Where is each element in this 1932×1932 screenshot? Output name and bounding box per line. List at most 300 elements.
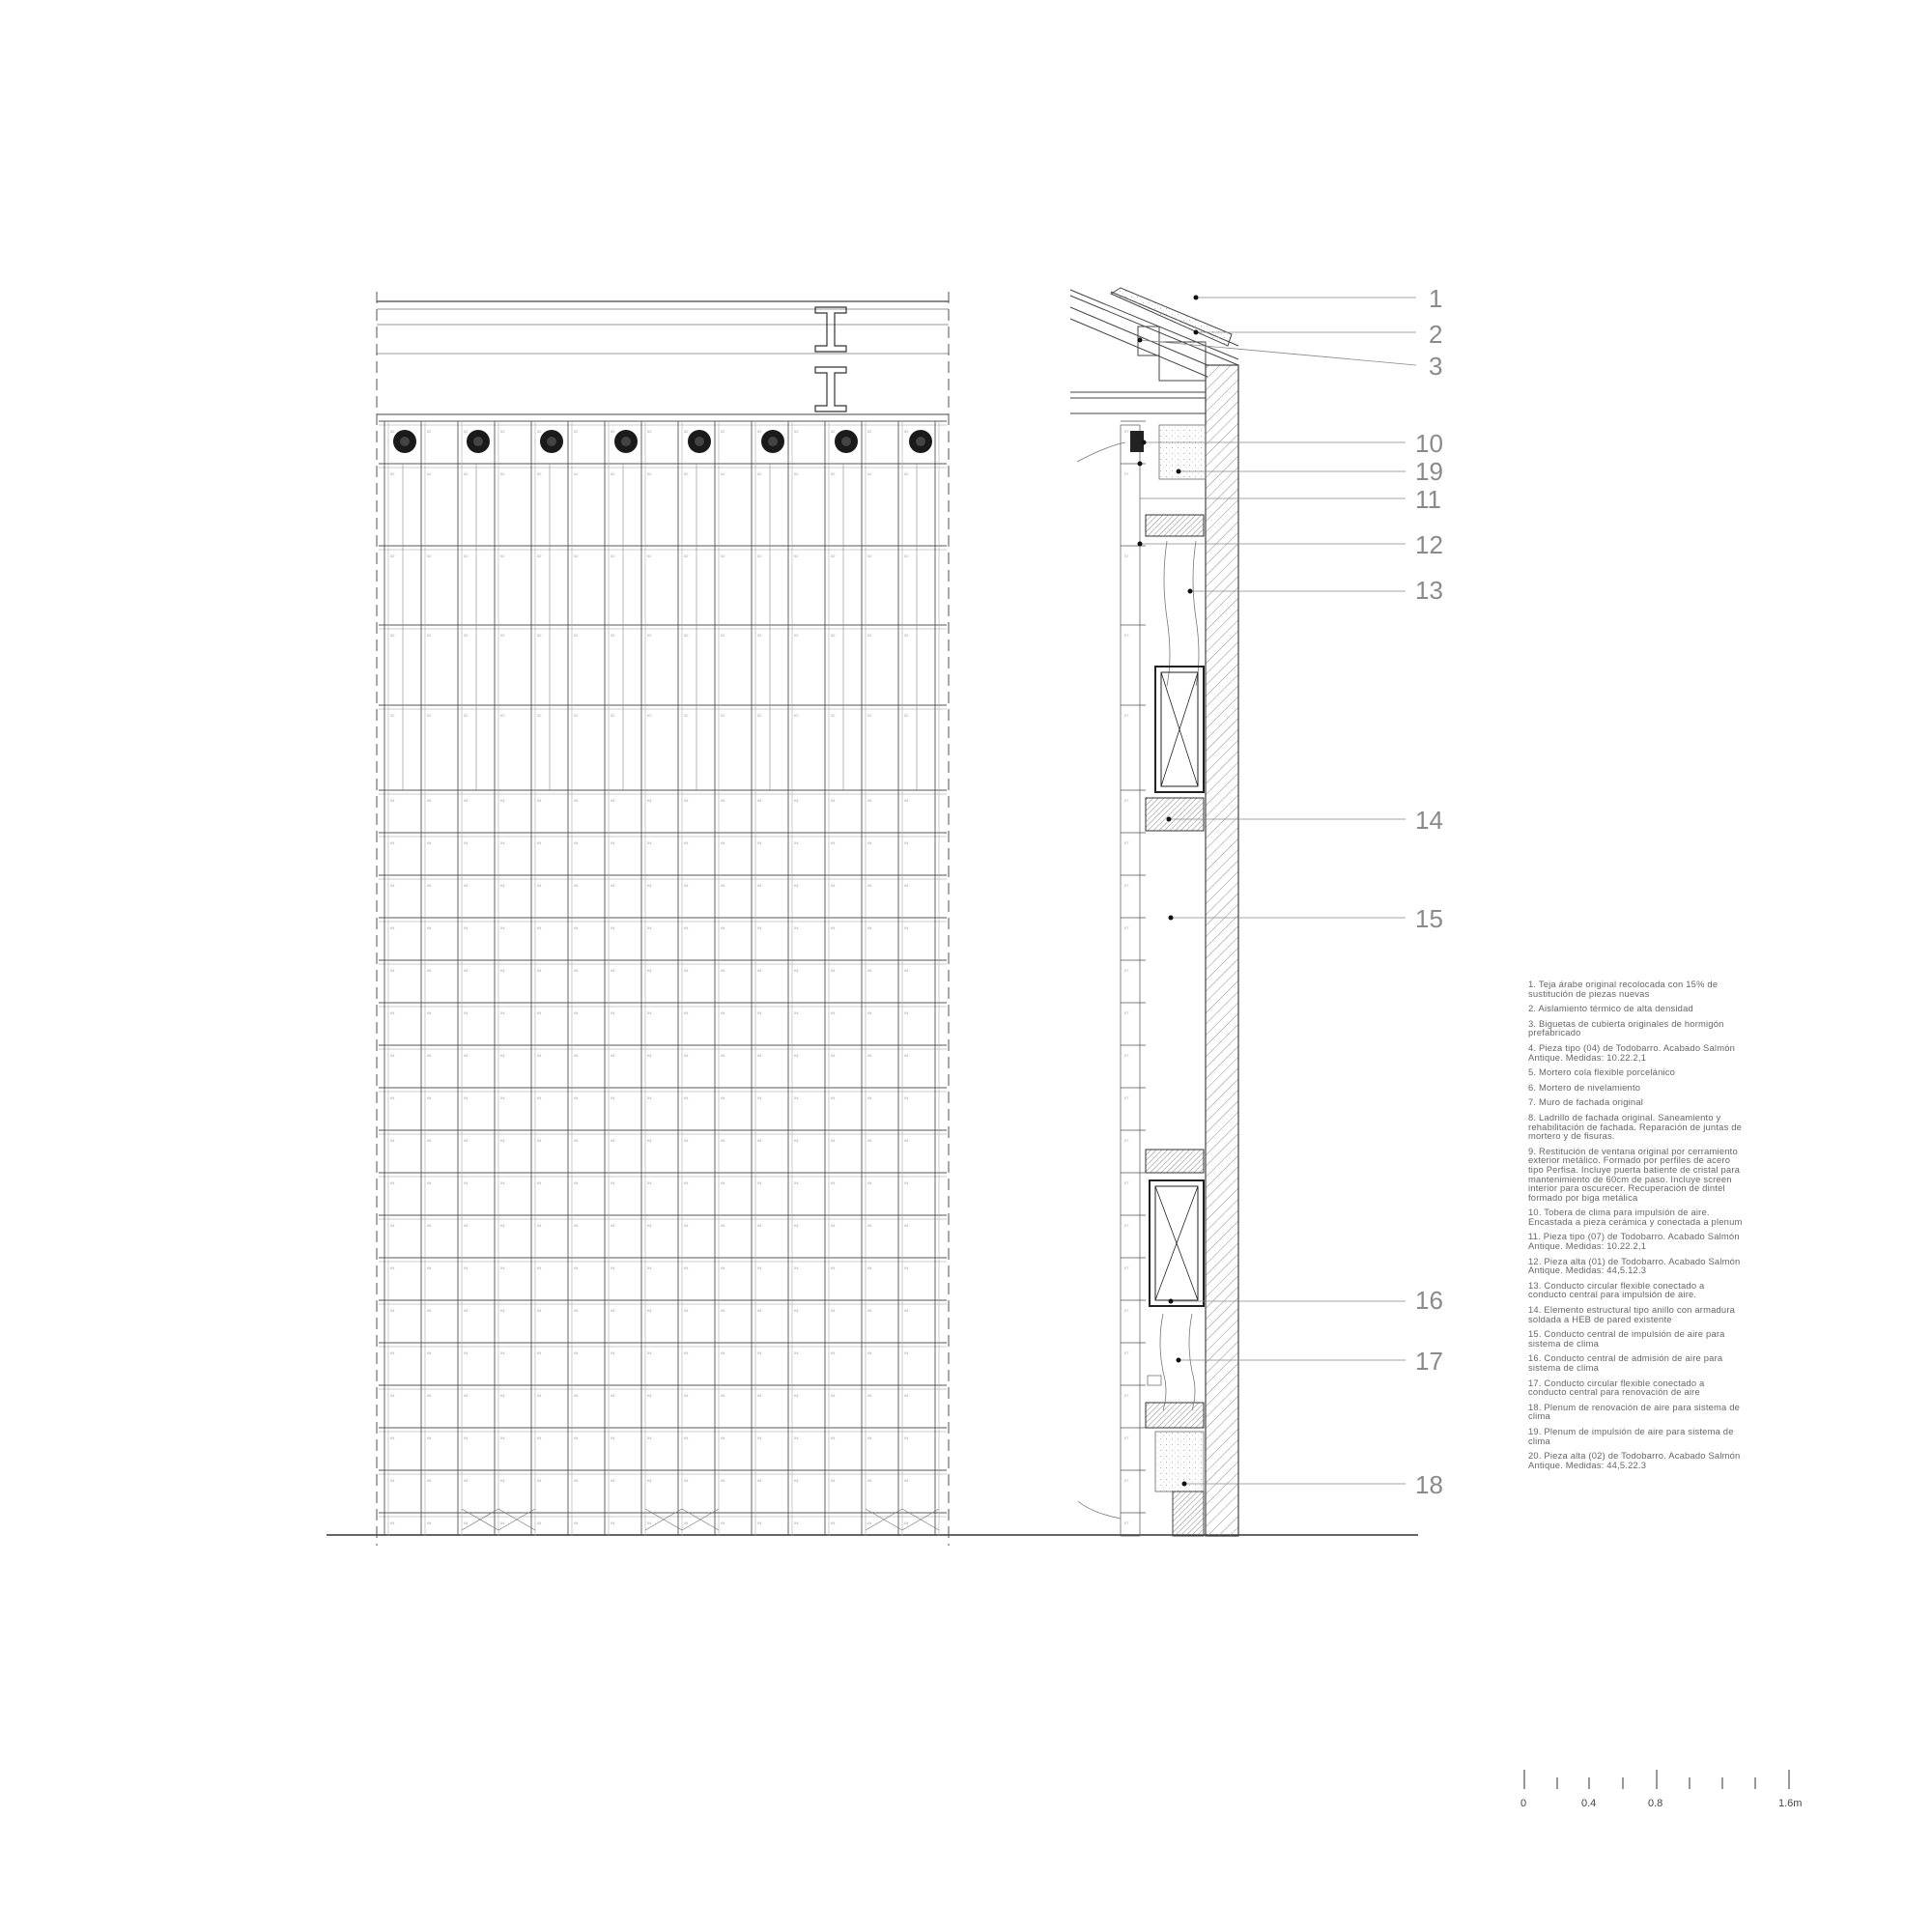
- tile-tag: 04: [390, 1223, 395, 1228]
- legend-item: 13. Conducto circular flexible conectado a conducto central para impulsión de aire.: [1528, 1279, 1705, 1300]
- i-beam-section: [815, 307, 846, 412]
- tile-tag: 04: [831, 1053, 836, 1058]
- tile-tag: 02: [500, 471, 505, 476]
- air-nozzle-core: [916, 437, 925, 446]
- tile-tag: 04: [500, 1223, 505, 1228]
- section-tile-tag: 07: [1124, 1180, 1129, 1185]
- tile-tag: 04: [831, 1010, 836, 1015]
- tile-tag: 02: [427, 471, 432, 476]
- tile-tag: 04: [904, 840, 909, 845]
- tile-tag: 04: [611, 1350, 615, 1355]
- tile-tag: 02: [647, 713, 652, 718]
- tile-tag: 02: [904, 554, 909, 558]
- tile-tag: 02: [537, 471, 542, 476]
- tile-tag: 04: [867, 883, 872, 888]
- callout-16: 16: [1415, 1286, 1443, 1315]
- tile-tag: 04: [684, 1308, 689, 1313]
- legend-item: 16. Conducto central de admisión de aire para sistema de clima: [1528, 1352, 1723, 1373]
- leader-dot: [1194, 330, 1199, 335]
- tile-tag: 04: [684, 883, 689, 888]
- callout-13: 13: [1415, 576, 1443, 605]
- tile-tag: 04: [464, 840, 469, 845]
- tile-tag: 04: [721, 1010, 725, 1015]
- tile-tag: 04: [427, 1435, 432, 1440]
- tile-tag: 02: [464, 429, 469, 434]
- tile-tag: 04: [794, 925, 799, 930]
- tile-tag: 04: [647, 1520, 652, 1525]
- tile-tag: 04: [721, 798, 725, 803]
- tile-tag: 04: [867, 1393, 872, 1398]
- tile-tag: 04: [611, 840, 615, 845]
- tile-tag: 04: [794, 1478, 799, 1483]
- tile-tag: 04: [500, 840, 505, 845]
- tile-tag: 04: [831, 1095, 836, 1100]
- tile-tag: 04: [831, 1435, 836, 1440]
- tile-tag: 04: [867, 1478, 872, 1483]
- tile-tag: 04: [867, 1308, 872, 1313]
- legend-item: 17. Conducto circular flexible conectado a conducto central para renovación de aire: [1528, 1377, 1705, 1398]
- tile-tag: 04: [390, 798, 395, 803]
- legend-item: 15. Conducto central de impulsión de aire para sistema de clima: [1528, 1328, 1725, 1349]
- tile-tag: 04: [500, 1265, 505, 1270]
- tile-tag: 04: [390, 840, 395, 845]
- tile-tag: 02: [684, 713, 689, 718]
- tile-tag: 04: [794, 1010, 799, 1015]
- tile-tag: 04: [721, 1095, 725, 1100]
- air-nozzle-core: [400, 437, 410, 446]
- tile-tag: 04: [464, 1308, 469, 1313]
- tile-tag: 04: [867, 1010, 872, 1015]
- tile-tag: 04: [574, 1180, 579, 1185]
- section-tile-courses: [1121, 421, 1146, 1525]
- tile-tag: 04: [684, 968, 689, 973]
- callout-10: 10: [1415, 429, 1443, 458]
- tile-tag: 04: [684, 1053, 689, 1058]
- tile-tag: 04: [574, 840, 579, 845]
- tile-tag: 04: [831, 1520, 836, 1525]
- tile-tag: 04: [611, 1520, 615, 1525]
- tile-tag: 04: [831, 1478, 836, 1483]
- tile-tag: 04: [464, 1520, 469, 1525]
- tile-tag: 04: [464, 1350, 469, 1355]
- tile-tag: 04: [904, 1223, 909, 1228]
- tile-tag: 04: [794, 1095, 799, 1100]
- tile-tag: 04: [537, 798, 542, 803]
- legend-item: 2. Aislamiento térmico de alta densidad: [1528, 1003, 1693, 1014]
- tile-tag: 04: [427, 883, 432, 888]
- section-tile-tag: 07: [1124, 1350, 1129, 1355]
- tile-tag: 02: [684, 554, 689, 558]
- tile-tag: 04: [794, 883, 799, 888]
- tile-tag: 02: [904, 633, 909, 638]
- section-tile-tag: 07: [1124, 840, 1129, 845]
- tile-tag: 04: [427, 925, 432, 930]
- tile-tag: 04: [757, 1478, 762, 1483]
- tile-tag: 02: [721, 713, 725, 718]
- tile-tag: 04: [904, 1180, 909, 1185]
- tile-tag: 04: [611, 925, 615, 930]
- tile-tag: 04: [427, 1265, 432, 1270]
- tile-tag: 04: [757, 1393, 762, 1398]
- tile-tag: 04: [611, 1095, 615, 1100]
- tile-tag: 04: [867, 1520, 872, 1525]
- tile-tag: 04: [647, 1308, 652, 1313]
- tile-tag: 02: [794, 633, 799, 638]
- tile-tag: 04: [464, 968, 469, 973]
- tile-tag: 04: [904, 1520, 909, 1525]
- tile-tag: 04: [647, 1095, 652, 1100]
- tile-tag: 02: [390, 471, 395, 476]
- tile-tag: 02: [390, 554, 395, 558]
- tile-tag: 02: [574, 429, 579, 434]
- tile-tag: 02: [684, 471, 689, 476]
- leader-dot: [1177, 469, 1181, 474]
- tile-tag: 02: [390, 633, 395, 638]
- tile-tag: 04: [684, 1223, 689, 1228]
- tile-tag: 04: [500, 1520, 505, 1525]
- tile-tag: 04: [867, 798, 872, 803]
- tile-tag: 04: [684, 1010, 689, 1015]
- tile-tag: 04: [721, 1308, 725, 1313]
- tile-tag: 02: [867, 633, 872, 638]
- tile-tag: 04: [611, 1138, 615, 1143]
- tile-tag: 04: [831, 883, 836, 888]
- tile-tag: 04: [574, 1478, 579, 1483]
- tile-tag: 04: [684, 798, 689, 803]
- tile-tag: 02: [757, 429, 762, 434]
- legend-item: 8. Ladrillo de fachada original. Saneamiento y rehabilitación de fachada. Reparación de juntas de mortero y de fisuras.: [1528, 1111, 1743, 1142]
- tile-tag: 04: [831, 1308, 836, 1313]
- tile-tag: 04: [537, 1180, 542, 1185]
- tile-tag: 02: [867, 554, 872, 558]
- tile-tag: 04: [574, 1350, 579, 1355]
- tile-tag: 04: [574, 1138, 579, 1143]
- tile-tag: 04: [794, 1435, 799, 1440]
- air-nozzle-core: [768, 437, 778, 446]
- tile-tag: 02: [647, 471, 652, 476]
- tile-tag: 04: [757, 925, 762, 930]
- tile-tag: 04: [574, 883, 579, 888]
- tile-tag: 04: [427, 1223, 432, 1228]
- tile-tag: 02: [611, 633, 615, 638]
- tile-tag: 02: [647, 633, 652, 638]
- tile-tag: 04: [757, 883, 762, 888]
- callout-3: 3: [1429, 352, 1443, 381]
- tile-tag: 02: [574, 554, 579, 558]
- tile-tag: 02: [757, 633, 762, 638]
- tile-tag: 04: [464, 1223, 469, 1228]
- tile-tag: 02: [757, 471, 762, 476]
- tile-tag: 02: [794, 713, 799, 718]
- tile-tag: 02: [611, 554, 615, 558]
- legend-item: 19. Plenum de impulsión de aire para sistema de clima: [1528, 1425, 1734, 1446]
- tile-tag: 04: [537, 1095, 542, 1100]
- tile-tag: 02: [721, 633, 725, 638]
- legend-item: 11. Pieza tipo (07) de Todobarro. Acabado Salmón Antique. Medidas: 10.22.2,1: [1528, 1231, 1740, 1252]
- tile-tag: 04: [757, 1095, 762, 1100]
- tile-tag: 02: [500, 713, 505, 718]
- tile-tag: 04: [464, 1095, 469, 1100]
- tile-tag: 04: [721, 840, 725, 845]
- tile-tag: 02: [647, 554, 652, 558]
- tile-tag: 04: [464, 1265, 469, 1270]
- callout-15: 15: [1415, 904, 1443, 933]
- tile-tag: 02: [574, 713, 579, 718]
- tile-tag: 04: [867, 1138, 872, 1143]
- tile-tag: 04: [390, 968, 395, 973]
- tile-tag: 04: [794, 798, 799, 803]
- callout-2: 2: [1429, 320, 1443, 349]
- tile-tag: 02: [464, 471, 469, 476]
- tile-tag: 04: [684, 1265, 689, 1270]
- tile-tag: 04: [831, 1180, 836, 1185]
- air-nozzle-core: [695, 437, 704, 446]
- tile-tag: 02: [427, 554, 432, 558]
- tile-tag: 04: [904, 883, 909, 888]
- leader-dot: [1142, 440, 1147, 445]
- tile-tag: 04: [867, 1180, 872, 1185]
- tile-tag: 04: [427, 1308, 432, 1313]
- scale-label-0-4: 0.4: [1581, 1798, 1597, 1809]
- tile-tag: 04: [647, 883, 652, 888]
- tile-tag: 02: [427, 713, 432, 718]
- legend-item: 12. Pieza alta (01) de Todobarro. Acabado Salmón Antique. Medidas: 44,5.12.3: [1528, 1255, 1741, 1276]
- tile-tag: 02: [867, 471, 872, 476]
- tile-tag: 04: [721, 1138, 725, 1143]
- section-tile-tag: 07: [1124, 1265, 1129, 1270]
- tile-tag: 02: [537, 633, 542, 638]
- tile-tag: 04: [611, 1180, 615, 1185]
- tile-tag: 04: [500, 883, 505, 888]
- tile-tag: 04: [390, 1010, 395, 1015]
- tile-tag: 04: [537, 1393, 542, 1398]
- tile-tag: 04: [721, 1223, 725, 1228]
- tile-tag: 02: [757, 713, 762, 718]
- tile-tag: 04: [500, 1180, 505, 1185]
- tile-tag: 04: [721, 925, 725, 930]
- tile-tag: 02: [647, 429, 652, 434]
- tile-tag: 02: [464, 633, 469, 638]
- tile-tag: 04: [574, 1308, 579, 1313]
- tile-tag: 04: [831, 968, 836, 973]
- tile-tag: 04: [611, 883, 615, 888]
- callout-12: 12: [1415, 530, 1443, 559]
- leader-dot: [1177, 1358, 1181, 1363]
- section-tile-tag: 07: [1124, 633, 1129, 638]
- tile-tag: 04: [647, 925, 652, 930]
- tile-tag: 04: [831, 1223, 836, 1228]
- tile-tag: 02: [464, 713, 469, 718]
- tile-tag: 04: [464, 883, 469, 888]
- tile-tag: 04: [427, 1138, 432, 1143]
- tile-tag: 02: [537, 429, 542, 434]
- leader-dot: [1169, 1299, 1174, 1304]
- tile-tag: 04: [684, 1350, 689, 1355]
- tile-tag: 04: [537, 1350, 542, 1355]
- tile-tag: 04: [684, 1478, 689, 1483]
- tile-tag: 04: [721, 1435, 725, 1440]
- tile-tag: 04: [757, 1265, 762, 1270]
- tile-tag: 04: [794, 1053, 799, 1058]
- tile-tag: 04: [904, 1393, 909, 1398]
- leader-dot: [1138, 542, 1143, 547]
- tile-tag: 04: [757, 1138, 762, 1143]
- tile-tag: 04: [500, 1350, 505, 1355]
- tile-tag: 04: [684, 925, 689, 930]
- tile-tag: 04: [390, 1053, 395, 1058]
- tile-tag: 04: [647, 1265, 652, 1270]
- tile-tag: 04: [537, 1010, 542, 1015]
- tile-tag: 04: [794, 1350, 799, 1355]
- tile-tag: 04: [574, 798, 579, 803]
- tile-tag: 04: [794, 1223, 799, 1228]
- tile-tag: 04: [390, 1520, 395, 1525]
- tile-tag: 04: [684, 1138, 689, 1143]
- tile-tag: 04: [647, 798, 652, 803]
- tile-tag: 04: [464, 1053, 469, 1058]
- tile-tag: 04: [611, 1265, 615, 1270]
- callout-19: 19: [1415, 457, 1443, 486]
- tile-tag: 04: [537, 1478, 542, 1483]
- tile-tag: 02: [794, 471, 799, 476]
- tile-tag: 04: [574, 1010, 579, 1015]
- tile-tag: 04: [757, 1053, 762, 1058]
- tile-tag: 02: [757, 554, 762, 558]
- tile-tag: 02: [904, 713, 909, 718]
- callout-11: 11: [1415, 485, 1441, 514]
- tile-tag: 04: [390, 1138, 395, 1143]
- tile-tag: 04: [794, 968, 799, 973]
- tile-tag: 04: [684, 1095, 689, 1100]
- tile-tag: 04: [500, 1095, 505, 1100]
- tile-tag: 04: [574, 1053, 579, 1058]
- tile-tag: 04: [757, 968, 762, 973]
- tile-tag: 04: [574, 1265, 579, 1270]
- tile-tag: 04: [831, 925, 836, 930]
- section-tile-tag: 07: [1124, 968, 1129, 973]
- tile-tag: 02: [574, 633, 579, 638]
- tile-tag: 04: [464, 925, 469, 930]
- air-nozzle-core: [621, 437, 631, 446]
- tile-tag: 04: [611, 1478, 615, 1483]
- tile-tag: 04: [427, 1095, 432, 1100]
- tile-tag: 04: [427, 1053, 432, 1058]
- tile-tag: 04: [647, 1393, 652, 1398]
- tile-tag: 04: [390, 883, 395, 888]
- legend-item: 4. Pieza tipo (04) de Todobarro. Acabado Salmón Antique. Medidas: 10.22.2,1: [1528, 1041, 1736, 1063]
- tile-tag: 04: [904, 1095, 909, 1100]
- tile-tag: 02: [611, 713, 615, 718]
- tile-tag: 04: [464, 798, 469, 803]
- tile-tag: 02: [721, 471, 725, 476]
- tile-tag: 04: [574, 1393, 579, 1398]
- legend-item: 3. Biguetas de cubierta originales de hormigón prefabricado: [1528, 1017, 1724, 1038]
- tile-tag: 04: [684, 840, 689, 845]
- tile-tag: 04: [684, 1180, 689, 1185]
- tile-tag: 04: [904, 1478, 909, 1483]
- tile-tag: 02: [574, 471, 579, 476]
- tile-tag: 04: [464, 1478, 469, 1483]
- tile-tag: 04: [867, 1350, 872, 1355]
- tile-tag: 02: [611, 471, 615, 476]
- tile-tag: 04: [904, 968, 909, 973]
- tile-tag: 04: [500, 1478, 505, 1483]
- tile-tag: 04: [611, 1223, 615, 1228]
- tile-tag: 04: [721, 1053, 725, 1058]
- leader-dot: [1169, 916, 1174, 921]
- air-nozzle-row: [393, 430, 932, 453]
- tile-tag: 04: [537, 1138, 542, 1143]
- callout-14: 14: [1415, 806, 1443, 835]
- section-tile-tag: 07: [1124, 554, 1129, 558]
- tile-tag: 04: [721, 1520, 725, 1525]
- section-tile-tag: 07: [1124, 1520, 1129, 1525]
- tile-tag: 04: [831, 798, 836, 803]
- legend-item: 7. Muro de fachada original: [1528, 1096, 1644, 1108]
- section-tile-tag: 07: [1124, 1223, 1129, 1228]
- tile-tag: 04: [500, 1435, 505, 1440]
- tile-tag: 02: [500, 429, 505, 434]
- tile-tag: 04: [390, 1478, 395, 1483]
- central-duct-16-window: [1150, 1180, 1204, 1306]
- legend-item: 14. Elemento estructural tipo anillo con armadura soldada a HEB de pared existente: [1528, 1304, 1736, 1324]
- tile-tag: 04: [427, 798, 432, 803]
- tile-tag: 04: [611, 1053, 615, 1058]
- tile-tag: 04: [904, 1435, 909, 1440]
- leader-dot: [1194, 296, 1199, 300]
- legend-item: 18. Plenum de renovación de aire para sistema de clima: [1528, 1401, 1741, 1422]
- tile-tag: 02: [390, 429, 395, 434]
- tile-tag: 04: [427, 840, 432, 845]
- section-tile-tag: 07: [1124, 1053, 1129, 1058]
- tile-tag: 04: [904, 1308, 909, 1313]
- tile-tag: 02: [537, 554, 542, 558]
- tile-tag: 02: [390, 713, 395, 718]
- tile-tag: 04: [537, 1053, 542, 1058]
- tile-tag: 02: [500, 633, 505, 638]
- tile-tag: 04: [904, 1053, 909, 1058]
- tile-tag: 04: [647, 968, 652, 973]
- tile-tag: 04: [611, 1393, 615, 1398]
- tile-tag: 04: [721, 1350, 725, 1355]
- tile-tag: 04: [757, 1520, 762, 1525]
- scale-label-0: 0: [1520, 1798, 1527, 1809]
- tile-tag: 04: [427, 1180, 432, 1185]
- tile-tag: 02: [831, 471, 836, 476]
- tile-tag: 04: [390, 1435, 395, 1440]
- section-tile-tag: 07: [1124, 925, 1129, 930]
- tile-tag: 04: [867, 1435, 872, 1440]
- leader-dot: [1167, 817, 1172, 822]
- tile-tag: 04: [794, 840, 799, 845]
- tile-tag: 04: [574, 1095, 579, 1100]
- tile-tag: 04: [647, 1350, 652, 1355]
- tile-tag: 04: [574, 1435, 579, 1440]
- tile-tag: 04: [867, 925, 872, 930]
- air-nozzle-core: [473, 437, 483, 446]
- section-tile-tag: 07: [1124, 429, 1129, 434]
- tile-tag: 04: [574, 968, 579, 973]
- tile-tag: 04: [390, 1095, 395, 1100]
- tile-cladding-column: [1121, 425, 1140, 1536]
- section-tile-tag: 07: [1124, 471, 1129, 476]
- scale-label-0-8: 0.8: [1648, 1798, 1663, 1809]
- tile-tag: 04: [390, 925, 395, 930]
- tile-tag: 04: [684, 1520, 689, 1525]
- tile-tag: 04: [757, 798, 762, 803]
- tile-tag: 04: [794, 1520, 799, 1525]
- tile-tag: 04: [794, 1393, 799, 1398]
